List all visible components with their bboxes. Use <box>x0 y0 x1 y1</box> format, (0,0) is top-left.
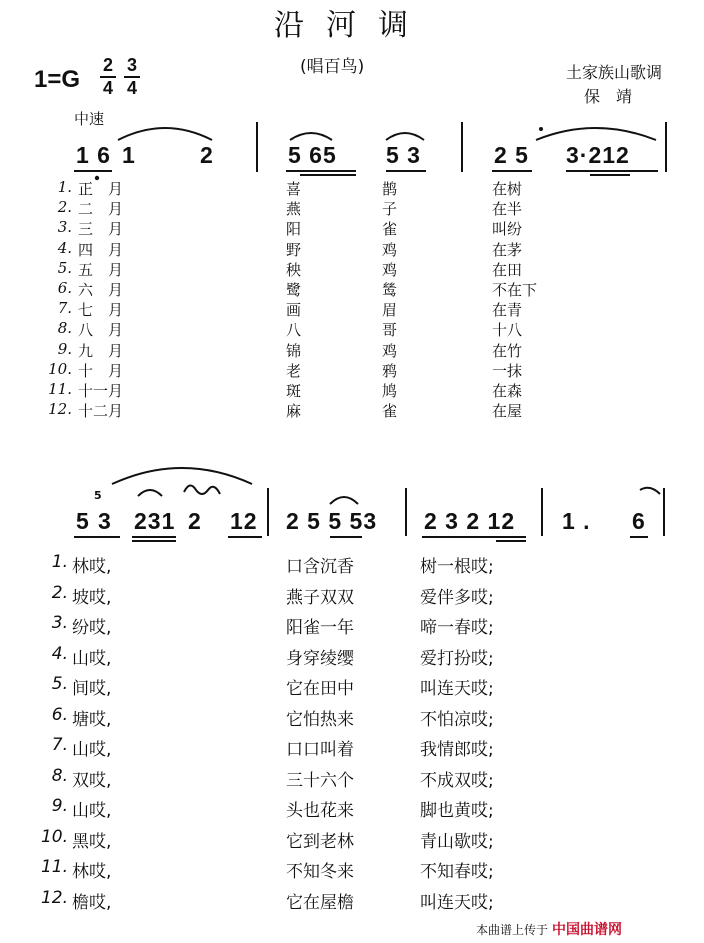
verse1-3-b: 雀 <box>382 220 398 238</box>
verse1-4-a: 野 <box>286 241 302 259</box>
verse2-9-num: 9. <box>51 796 68 816</box>
verse1-5-b: 鸡 <box>382 261 398 279</box>
note-group-23212: 2 3 2 12 <box>424 508 516 534</box>
note-group-3212: 3·212 <box>566 142 630 168</box>
verse2-11-num: 11. <box>40 857 68 877</box>
collector-credit: 保 靖 <box>584 87 633 106</box>
verse1-4-num: 4. <box>57 239 72 257</box>
low-octave-dot <box>95 176 99 180</box>
verse1-9-a: 锦 <box>286 342 302 360</box>
verse1-9-c: 在竹 <box>492 342 523 360</box>
note-1: 1 <box>122 142 136 168</box>
verse1-6-month: 六 月 <box>78 281 124 299</box>
verse1-7-a: 画 <box>286 301 302 319</box>
verse2-9-c: 脚也黄哎; <box>420 801 494 821</box>
verse1-10-a: 老 <box>286 362 302 380</box>
verse2-9-a: 山哎, <box>72 801 112 821</box>
verse1-11-c: 在森 <box>492 382 523 400</box>
verse1-8-month: 八 月 <box>78 321 124 339</box>
slur <box>112 468 252 484</box>
verse1-9-month: 九 月 <box>78 342 124 360</box>
verse2-12-num: 12. <box>40 888 68 908</box>
verse1-2-b: 子 <box>382 200 398 218</box>
slur <box>118 128 212 140</box>
verse1-7-month: 七 月 <box>78 301 124 319</box>
verse1-12-a: 麻 <box>286 402 302 420</box>
verse1-10-num: 10. <box>48 360 72 378</box>
verse1-11-a: 斑 <box>286 382 302 400</box>
high-octave-dot <box>539 127 543 131</box>
verse2-5-num: 5. <box>51 674 68 694</box>
verse1-8-num: 8. <box>57 319 72 337</box>
verse1-6-num: 6. <box>57 279 72 297</box>
verse2-10-a: 黑哎, <box>72 832 112 852</box>
note-group-25: 2 5 <box>494 142 529 168</box>
verse1-11-month: 十一月 <box>78 382 124 400</box>
tempo-marking: 中速 <box>74 110 105 128</box>
note-group-565: 5 65 <box>288 142 337 168</box>
verse2-12-b: 它在屋檐 <box>286 893 354 913</box>
verse1-2-a: 燕 <box>286 200 302 218</box>
verse1-5-month: 五 月 <box>78 261 124 279</box>
note-group-25553: 2 5 5 53 <box>286 508 378 534</box>
verse1-2-num: 2. <box>57 198 72 216</box>
verse1-10-b: 鸦 <box>382 362 398 380</box>
verse1-8-c: 十八 <box>492 321 523 339</box>
verse1-5-a: 秧 <box>286 261 302 279</box>
verse1-4-c: 在茅 <box>492 241 523 259</box>
note-group-231: 231 <box>134 508 176 534</box>
verse1-6-c: 不在下 <box>492 281 538 299</box>
genre-credit: 土家族山歌调 <box>566 63 663 82</box>
time-signature-3-4: 3 4 <box>124 56 140 98</box>
verse2-6-c: 不怕凉哎; <box>420 710 494 730</box>
verse2-9-b: 头也花来 <box>286 801 354 821</box>
verse1-12-c: 在屋 <box>492 402 523 420</box>
verse1-4-b: 鸡 <box>382 241 398 259</box>
note-6: 6 <box>632 508 646 534</box>
slur <box>138 490 162 496</box>
verse1-4-month: 四 月 <box>78 241 124 259</box>
verse1-8-a: 八 <box>286 321 302 339</box>
site-logo[interactable]: 中国曲谱网 <box>552 922 623 938</box>
verse1-1-month: 正 月 <box>78 180 124 198</box>
key-signature: 1=G <box>34 66 81 93</box>
verse2-12-a: 檐哎, <box>72 893 112 913</box>
verse1-2-c: 在半 <box>492 200 523 218</box>
verse1-6-b: 鸶 <box>382 281 398 299</box>
verse2-3-b: 阳雀一年 <box>286 618 354 638</box>
verse2-7-a: 山哎, <box>72 740 112 760</box>
verse1-7-c: 在青 <box>492 301 523 319</box>
verse2-3-c: 啼一春哎; <box>420 618 494 638</box>
verse1-1-c: 在树 <box>492 180 523 198</box>
slur <box>386 133 424 140</box>
verse2-4-c: 爱打扮哎; <box>420 649 494 669</box>
note-group-16: 1 6 <box>76 142 111 168</box>
verse1-5-c: 在田 <box>492 261 523 279</box>
verse1-6-a: 鹭 <box>286 281 302 299</box>
verse2-6-b: 它怕热来 <box>286 710 354 730</box>
verse2-8-a: 双哎, <box>72 771 112 791</box>
verse2-7-num: 7. <box>51 735 68 755</box>
verse2-2-a: 坡哎, <box>72 588 112 608</box>
verse1-11-num: 11. <box>48 380 72 398</box>
verse2-4-a: 山哎, <box>72 649 112 669</box>
note-3: 3 <box>98 508 112 534</box>
note-5: 5 <box>76 508 90 534</box>
verse1-12-month: 十二月 <box>78 402 124 420</box>
verse2-1-c: 树一根哎; <box>420 557 494 577</box>
verse2-3-a: 纷哎, <box>72 618 112 638</box>
subtitle: (唱百鸟) <box>300 57 365 77</box>
footer <box>476 919 622 939</box>
verse2-7-b: 口口叫着 <box>286 740 354 760</box>
verse1-11-b: 鸠 <box>382 382 398 400</box>
verse2-2-b: 燕子双双 <box>286 588 354 608</box>
footer-prefix: 本曲谱上传于 <box>476 923 549 937</box>
note-group-53: 5 3 <box>386 142 421 168</box>
trill <box>184 485 220 494</box>
verse1-12-num: 12. <box>48 400 72 418</box>
verse2-5-c: 叫连天哎; <box>420 679 494 699</box>
verse2-6-a: 塘哎, <box>72 710 112 730</box>
verse1-1-num: 1. <box>57 178 72 196</box>
slur <box>290 133 332 140</box>
verse2-1-a: 林哎, <box>72 557 112 577</box>
verse1-9-num: 9. <box>57 340 72 358</box>
song-title: 沿河调 <box>274 8 430 43</box>
grace-note: 5 <box>94 489 102 502</box>
slur <box>640 488 660 494</box>
note-2: 2 <box>200 142 214 168</box>
note-group-1: 1 . <box>562 508 591 534</box>
verse2-11-b: 不知冬来 <box>286 862 354 882</box>
verse2-5-a: 间哎, <box>72 679 112 699</box>
verse2-1-num: 1. <box>51 552 68 572</box>
verse2-10-b: 它到老林 <box>286 832 354 852</box>
verse1-3-a: 阳 <box>286 220 302 238</box>
verse1-10-month: 十 月 <box>78 362 124 380</box>
verse2-8-num: 8. <box>51 766 68 786</box>
verse2-8-c: 不成双哎; <box>420 771 494 791</box>
verse1-12-b: 雀 <box>382 402 398 420</box>
verse1-1-a: 喜 <box>286 180 302 198</box>
verse2-2-num: 2. <box>51 583 68 603</box>
verse2-11-c: 不知春哎; <box>420 862 494 882</box>
verse2-10-c: 青山歇哎; <box>420 832 494 852</box>
verse1-8-b: 哥 <box>382 321 398 339</box>
verse2-11-a: 林哎, <box>72 862 112 882</box>
verse1-9-b: 鸡 <box>382 342 398 360</box>
verse1-3-c: 叫纷 <box>492 220 523 238</box>
verse2-3-num: 3. <box>51 613 68 633</box>
verse1-3-num: 3. <box>57 218 72 236</box>
verse2-8-b: 三十六个 <box>286 771 354 791</box>
time-signature-2-4: 2 4 <box>100 56 116 98</box>
verse2-4-num: 4. <box>51 644 68 664</box>
verse1-2-month: 二 月 <box>78 200 124 218</box>
verse1-7-num: 7. <box>57 299 72 317</box>
note-group-12: 12 <box>230 508 258 534</box>
verse1-5-num: 5. <box>57 259 72 277</box>
verse2-5-b: 它在田中 <box>286 679 354 699</box>
verse2-1-b: 口含沉香 <box>286 557 354 577</box>
slur <box>536 128 656 140</box>
verse2-6-num: 6. <box>51 705 68 725</box>
verse2-7-c: 我情郎哎; <box>420 740 494 760</box>
verse2-2-c: 爱伴多哎; <box>420 588 494 608</box>
verse1-10-c: 一抹 <box>492 362 523 380</box>
verse2-10-num: 10. <box>40 827 68 847</box>
verse1-1-b: 鹊 <box>382 180 398 198</box>
verse2-4-b: 身穿绫缨 <box>286 649 354 669</box>
slur <box>330 497 358 504</box>
verse2-12-c: 叫连天哎; <box>420 893 494 913</box>
verse1-7-b: 眉 <box>382 301 398 319</box>
note-2b: 2 <box>188 508 202 534</box>
verse1-3-month: 三 月 <box>78 220 124 238</box>
